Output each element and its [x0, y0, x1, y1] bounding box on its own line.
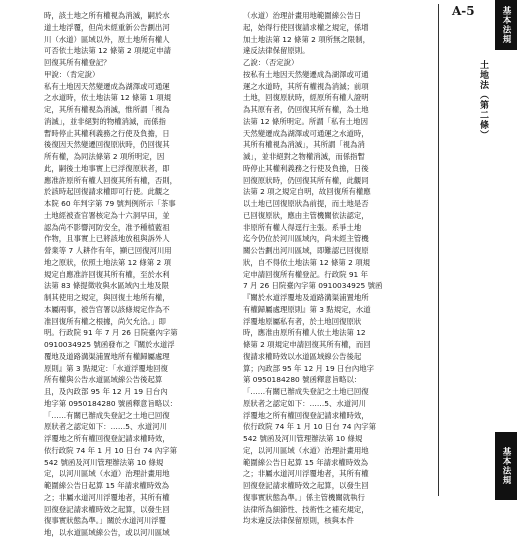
body-text-line: 回復登記請求權時效之起算，以發生回: [44, 504, 170, 514]
body-text-line: 狀，自不得依土地法第 12 條第 2 項規: [243, 257, 370, 267]
body-text-line: 乙說：（否定說）: [243, 58, 299, 67]
body-text-line: 土地，回復原狀時，經原所有權人證明: [243, 93, 369, 103]
body-text-line: 依行政院 74 年 1 月 10 日台 74 內字第: [243, 422, 377, 432]
body-text-line: 制其使用之規定，與回復土地所有權，: [44, 293, 170, 302]
body-text-line: 復請求權時效以水道區域線公告後起: [243, 351, 362, 361]
body-text-line: 原狀者之認定如下：……5、水道河川: [44, 422, 167, 432]
body-text-line: 地，以水道區域線公告，或以河川區域: [44, 528, 170, 537]
body-text-line: 應准許原所有權人回復其所有權，否則，: [44, 175, 178, 185]
body-text-line: 時停止其權利義務之行使及負擔，日後: [243, 163, 369, 173]
body-text-line: 『關於水道浮覆地及道路溝渠浦置地所: [243, 293, 369, 302]
body-text-line: 營業等 7 人耕作有年，顯已回復河川用: [44, 246, 172, 255]
body-text-line: 範圍線公告日起算 15 年請求權時效為: [44, 481, 169, 490]
body-text-line: 法第 12 條所明定。所謂「私有土地因: [243, 116, 368, 126]
body-text-line: 本院 60 年判字第 79 號判例所示「茶事: [44, 199, 176, 208]
body-text-line: 作物，且事實上已將該地放租與訴外人: [44, 234, 170, 244]
body-text-line: 已回復原狀，應由主管機關依法認定，: [243, 210, 369, 220]
body-text-line: 覆地及道路溝渠浦置地所有權歸屬處理: [44, 351, 170, 361]
body-text-line: 消滅」，並非絕對的物權消滅，而係指: [44, 116, 166, 126]
body-text-line: 明。行政院 91 年 7 月 26 日院臺內字第: [44, 328, 178, 338]
body-text-line: 地字第 0950184280 號函釋意旨略以：: [44, 398, 178, 408]
body-text-line: 之；非屬水道河川浮覆地者，其所有權: [243, 469, 369, 479]
body-text-line: 可否依土地法第 12 條第 2 項規定申請: [44, 46, 171, 56]
body-text-line: 暫時停止其權利義務之行使及負擔，日: [44, 128, 170, 138]
body-text-line: 運之水道時，其所有權視為消滅；前項: [243, 81, 369, 91]
body-text-line: 私有土地因天然變遷成為湖澤或可通運: [44, 81, 170, 91]
body-text-line: 規定自應准許回復其所有權，至於水利: [44, 269, 170, 279]
body-text-line: 為其原有者，仍回復其所有權，為土地: [243, 105, 369, 114]
body-text-line: 法第 83 條提徵收與水區域內土地及限: [44, 281, 169, 291]
body-text-line: （水道）治理計畫用地範圍線公告日: [243, 11, 362, 20]
body-text-line: 所有權與公告水道區域線公告後起算: [44, 375, 163, 385]
body-text-line: 於該時起回復請求權即可行使。此觀之: [44, 187, 170, 197]
body-text-line: 復事實狀態為準。」係主管機關就執行: [243, 492, 365, 502]
body-text-line: 原則』第 3 點規定：「水道浮覆地回復: [44, 363, 168, 373]
body-text-line: 所有權，為同法條第 2 項所明定，因: [44, 152, 165, 161]
body-text-line: 0910034925 號函發布之『關於水道浮: [44, 340, 175, 349]
body-text-line: 浮覆地之所有權回復登記請求權時效，: [243, 410, 369, 420]
body-text-line: 本屬兩事，被告官署以該條規定作為不: [44, 304, 170, 314]
body-text-line: 法第 2 項之規定自明，故回復所有權應: [243, 187, 371, 197]
body-text-line: 後復因天然變遷回復原狀時，仍回復其: [44, 140, 170, 150]
body-text-line: 定，其所有權視為消滅，惟所謂「視為: [44, 105, 170, 114]
body-text-line: 回復登記請求權時效之起算，以發生回: [243, 481, 369, 490]
body-text-line: 按私有土地因天然變遷成為湖澤或可通: [243, 69, 369, 79]
body-text-line: 違反法律保留原則。: [243, 46, 310, 56]
body-text-line: 起，始得行使回復請求權之規定，係增: [243, 22, 369, 32]
body-text-line: 准回復所有權之根據，尚欠允洽。」即: [44, 316, 166, 326]
column-divider: [438, 4, 439, 496]
body-text-line: 定申請回復所有權登記。行政院 91 年: [243, 269, 368, 279]
body-text-line: 「……有關已辦成失登記之土地已回復: [243, 387, 369, 396]
body-text-line: 「……有關已辦成失登記之土地已回復: [44, 410, 170, 420]
body-text-line: 542 號函及河川管理辦法第 10 條規: [44, 457, 164, 467]
body-text-line: 542 號函及河川管理辦法第 10 條規: [243, 434, 363, 443]
body-text-line: 甲說：（肯定說）: [44, 69, 100, 79]
body-text-line: 道土地浮覆，但尚未經重新公告劃出河: [44, 22, 170, 32]
body-text-line: 浮覆地原屬私有者，於土地回復原狀: [243, 316, 362, 326]
column-right: [243, 10, 431, 527]
body-text-line: 之；非屬水道河川浮覆地者，其所有權: [44, 492, 170, 502]
body-text-line: 認為尚不影響河防安全，准予種植藍祖: [44, 222, 170, 232]
body-text-line: 回復其所有權登記？: [44, 58, 111, 67]
body-text-line: 復事實狀態為準。」關於水道河川浮覆: [44, 516, 166, 526]
body-text-line: 非原所有權人得逕行主張。系爭土地: [243, 222, 362, 232]
category-tab-top: 基本法規: [495, 0, 517, 50]
body-text-line: 依行政院 74 年 1 月 10 日台 74 內字第: [44, 445, 178, 455]
body-text-line: 關公告劃出河川區域，即難認已回復原: [243, 246, 369, 255]
body-text-line: 且，及內政部 95 年 12 月 19 日台內: [44, 387, 168, 396]
body-text-line: 天然變遷成為湖澤或可通運之水道時，: [243, 128, 369, 138]
page-code: A-5: [452, 4, 475, 18]
body-text-line: 時，應准由原所有權人依土地法第 12: [243, 328, 366, 338]
column-left: [44, 10, 234, 539]
section-title: 土地法（第二條）: [478, 60, 488, 140]
body-text-line: 之水道時，依土地法第 12 條第 1 項規: [44, 93, 171, 103]
category-tab-bottom: 基本法規: [495, 432, 517, 500]
body-text-line: 條第 2 項規定申請回復其所有權，而回: [243, 340, 371, 349]
body-text-line: 7 月 26 日院臺內字第 0910034925 號函: [243, 281, 383, 291]
body-text-line: 此，嗣後土地事實上已浮復原狀者，即: [44, 163, 170, 173]
body-text-line: 以土地已回復原狀為前提，而土地是否: [243, 199, 369, 208]
body-text-line: 滅」，並非絕對之物權消滅，而係指暫: [243, 152, 365, 161]
body-text-line: 有權歸屬處理原則』第 3 點規定，水道: [243, 304, 371, 314]
body-text-line: 法律所為細節性、技術性之補充規定，: [243, 504, 369, 514]
body-text-line: 範圍線公告日起算 15 年請求權時效為: [243, 457, 368, 467]
body-text-line: 迄今仍位於河川區域內，尚未經主管機: [243, 234, 369, 244]
body-text-line: 時，該土地之所有權視為消滅，嗣於水: [44, 11, 170, 20]
body-text-line: 加土地法第 12 條第 2 項所無之限制，: [243, 34, 370, 44]
body-text-line: 浮覆地之所有權回復登記請求權時效，: [44, 434, 170, 443]
body-text-line: 原狀者之認定如下：……5、水道河川: [243, 398, 366, 408]
body-text-line: 算；內政部 95 年 12 月 19 日台內地字: [243, 363, 374, 373]
body-text-line: 定，以河川區域（水道）治理計畫用地: [44, 469, 170, 479]
body-text-line: 均未違反法律保留原則，核與本件: [243, 516, 354, 526]
body-text-line: 第 0950184280 號函釋意旨略以：: [243, 375, 362, 385]
body-text-line: 地之原狀，依照土地法第 12 條第 2 項: [44, 257, 171, 267]
body-text-line: 回復原狀時，仍回復其所有權，此觀同: [243, 175, 369, 185]
body-text-line: 川（水道）區域以外，原土地所有權人: [44, 34, 170, 44]
body-text-line: 土地經被查官署核定為十六洞早田，並: [44, 210, 170, 220]
body-text-line: 其所有權視為消滅」，其所謂「視為消: [243, 140, 365, 150]
body-text-line: 定，以河川區域（水道）治理計畫用地: [243, 445, 369, 455]
